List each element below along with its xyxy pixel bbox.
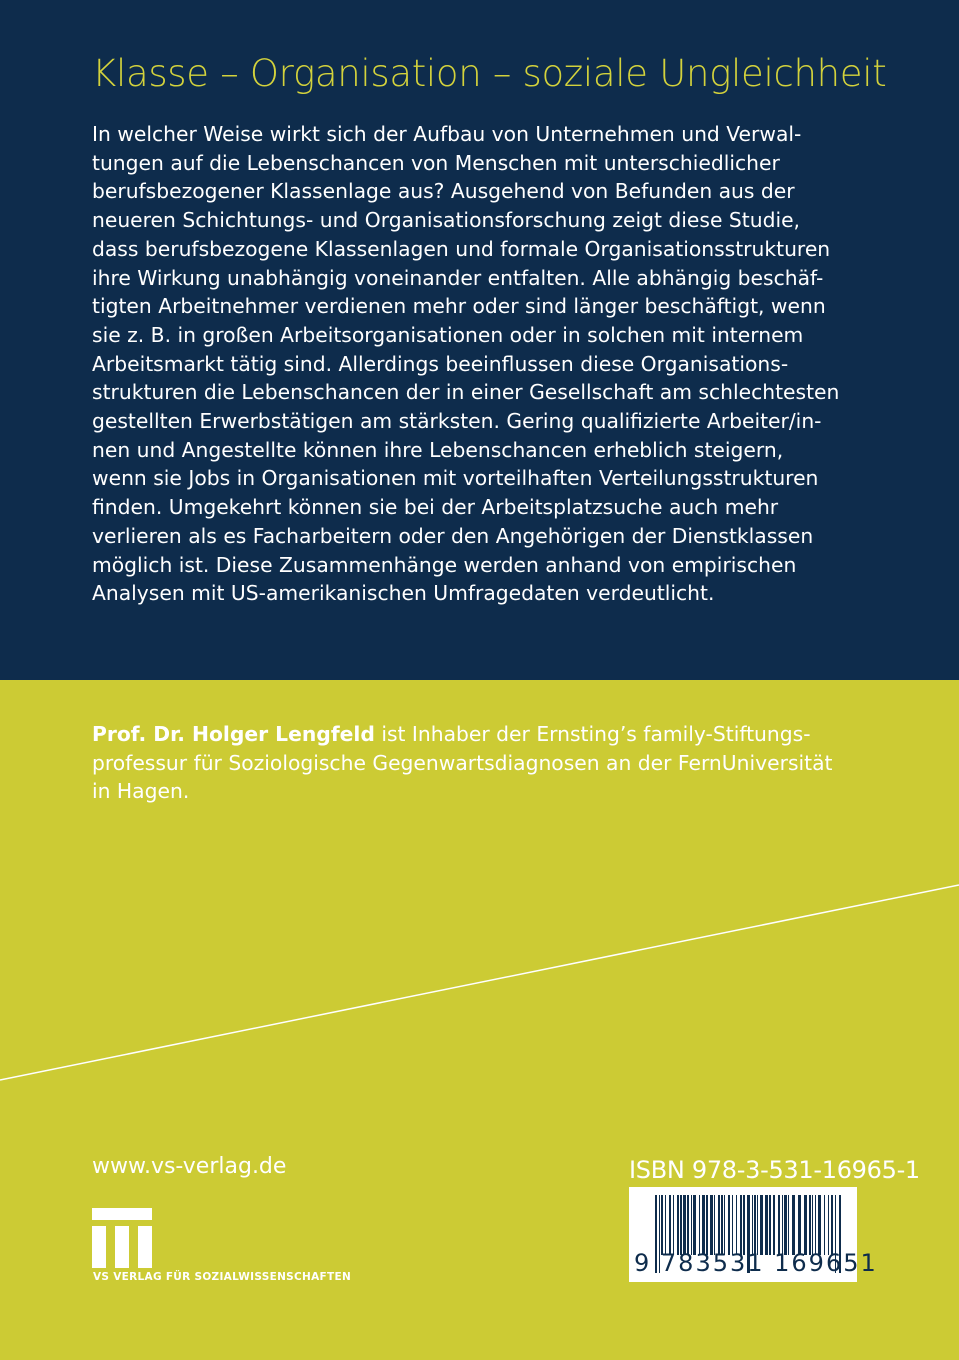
- barcode-bar: [669, 1195, 671, 1255]
- barcode-bar: [699, 1195, 700, 1255]
- barcode-bar: [831, 1195, 833, 1255]
- barcode-bar: [818, 1195, 821, 1255]
- barcode-bar: [782, 1195, 783, 1255]
- blurb-line: sie z. B. in großen Arbeitsorganisationen oder in solchen mit internem: [92, 322, 804, 347]
- blurb-line: Arbeitsmarkt tätig sind. Allerdings beeinflussen diese Organisations-: [92, 351, 789, 376]
- barcode-bar: [809, 1195, 811, 1255]
- blurb-line: neueren Schichtungs- und Organisationsforschung zeigt diese Studie,: [92, 208, 801, 233]
- barcode-bar: [736, 1195, 737, 1255]
- blurb-line: nen und Angestellte können ihre Lebenschancen erheblich steigern,: [92, 437, 784, 462]
- blurb-line: verlieren als es Facharbeitern oder den Angehörigen der Dienstklassen: [92, 523, 814, 548]
- barcode-bar: [718, 1195, 720, 1255]
- book-title: Klasse – Organisation – soziale Ungleichheit: [92, 52, 887, 95]
- publisher-logo-icon: [92, 1208, 154, 1270]
- blurb-line: finden. Umgekehrt können sie bei der Arbeitsplatzsuche auch mehr: [92, 495, 779, 520]
- barcode-number: 9 783531 169651: [634, 1249, 878, 1277]
- author-bio: [92, 720, 832, 806]
- barcode-bar: [824, 1195, 825, 1255]
- barcode-bar: [815, 1195, 816, 1255]
- barcode-bar: [691, 1195, 692, 1255]
- publisher-url[interactable]: www.vs-verlag.de: [92, 1154, 287, 1179]
- barcode-bar: [710, 1195, 713, 1255]
- blurb-line: berufsbezogener Klassenlage aus? Ausgehend von Befunden aus der: [92, 179, 795, 204]
- blurb-line: ihre Wirkung unabhängig voneinander entfalten. Alle abhängig beschäf-: [92, 265, 824, 290]
- barcode-bar: [724, 1195, 725, 1255]
- barcode-bar: [677, 1195, 679, 1255]
- blurb-line: dass berufsbezogene Klassenlagen und formale Organisationsstrukturen: [92, 236, 831, 261]
- author-bio-line: professur für Soziologische Gegenwartsdiagnosen an der FernUniversität: [92, 750, 833, 775]
- barcode-bar: [673, 1195, 674, 1255]
- barcode-bar: [706, 1195, 708, 1255]
- barcode-bar: [721, 1195, 723, 1255]
- barcode-bar: [798, 1195, 801, 1255]
- author-bio-line: in Hagen.: [92, 779, 190, 804]
- barcode-bar: [784, 1195, 787, 1255]
- isbn-label: ISBN 978-3-531-16965-1: [629, 1156, 920, 1184]
- blurb-line: gestellten Erwerbstätigen am stärksten. Gering qualifizierte Arbeiter/in-: [92, 409, 822, 434]
- barcode-bar: [769, 1195, 771, 1255]
- barcode-bar: [693, 1195, 696, 1255]
- barcode-bar: [773, 1195, 775, 1255]
- blurb-line: tungen auf die Lebenschancen von Menschen mit unterschiedlicher: [92, 150, 780, 175]
- author-name: Prof. Dr. Holger Lengfeld: [92, 722, 375, 746]
- blurb-line: wenn sie Jobs in Organisationen mit vorteilhaften Verteilungsstrukturen: [92, 466, 819, 491]
- blurb-text: [92, 120, 932, 608]
- barcode-bar: [740, 1195, 742, 1255]
- blurb-line: strukturen die Lebenschancen der in einer Gesellschaft am schlechtesten: [92, 380, 840, 405]
- barcode-bar: [680, 1195, 682, 1255]
- diagonal-line: [0, 880, 959, 1090]
- barcode-bar: [760, 1195, 763, 1255]
- barcode-bar: [757, 1195, 758, 1255]
- barcode: [629, 1187, 878, 1282]
- author-bio-line: ist Inhaber der Ernsting’s family-Stiftungs-: [374, 722, 811, 746]
- blurb-line: In welcher Weise wirkt sich der Aufbau von Unternehmen und Verwal-: [92, 122, 802, 146]
- barcode-bar: [714, 1195, 715, 1255]
- barcode-bar: [661, 1195, 663, 1255]
- barcode-bar: [828, 1195, 829, 1255]
- barcode-bar: [812, 1195, 813, 1255]
- barcode-bar: [752, 1195, 753, 1255]
- barcode-bar: [687, 1195, 689, 1255]
- barcode-bar: [778, 1195, 780, 1255]
- barcode-bar: [743, 1195, 745, 1255]
- barcode-bar: [665, 1195, 666, 1255]
- barcode-bar: [765, 1195, 768, 1255]
- barcode-bar: [683, 1195, 686, 1255]
- barcode-bar: [732, 1195, 733, 1255]
- barcode-bar: [788, 1195, 789, 1255]
- publisher-name: VS VERLAG FÜR SOZIALWISSENSCHAFTEN: [93, 1271, 352, 1283]
- barcode-bar: [702, 1195, 705, 1255]
- blurb-line: tigten Arbeitnehmer verdienen mehr oder sind länger beschäftigt, wenn: [92, 294, 826, 319]
- barcode-bar: [728, 1195, 730, 1255]
- barcode-bar: [754, 1195, 756, 1255]
- barcode-bar: [804, 1195, 807, 1255]
- barcode-bar: [792, 1195, 795, 1255]
- blurb-line: möglich ist. Diese Zusammenhänge werden anhand von empirischen: [92, 552, 797, 577]
- blurb-line: Analysen mit US-amerikanischen Umfragedaten verdeutlicht.: [92, 581, 715, 606]
